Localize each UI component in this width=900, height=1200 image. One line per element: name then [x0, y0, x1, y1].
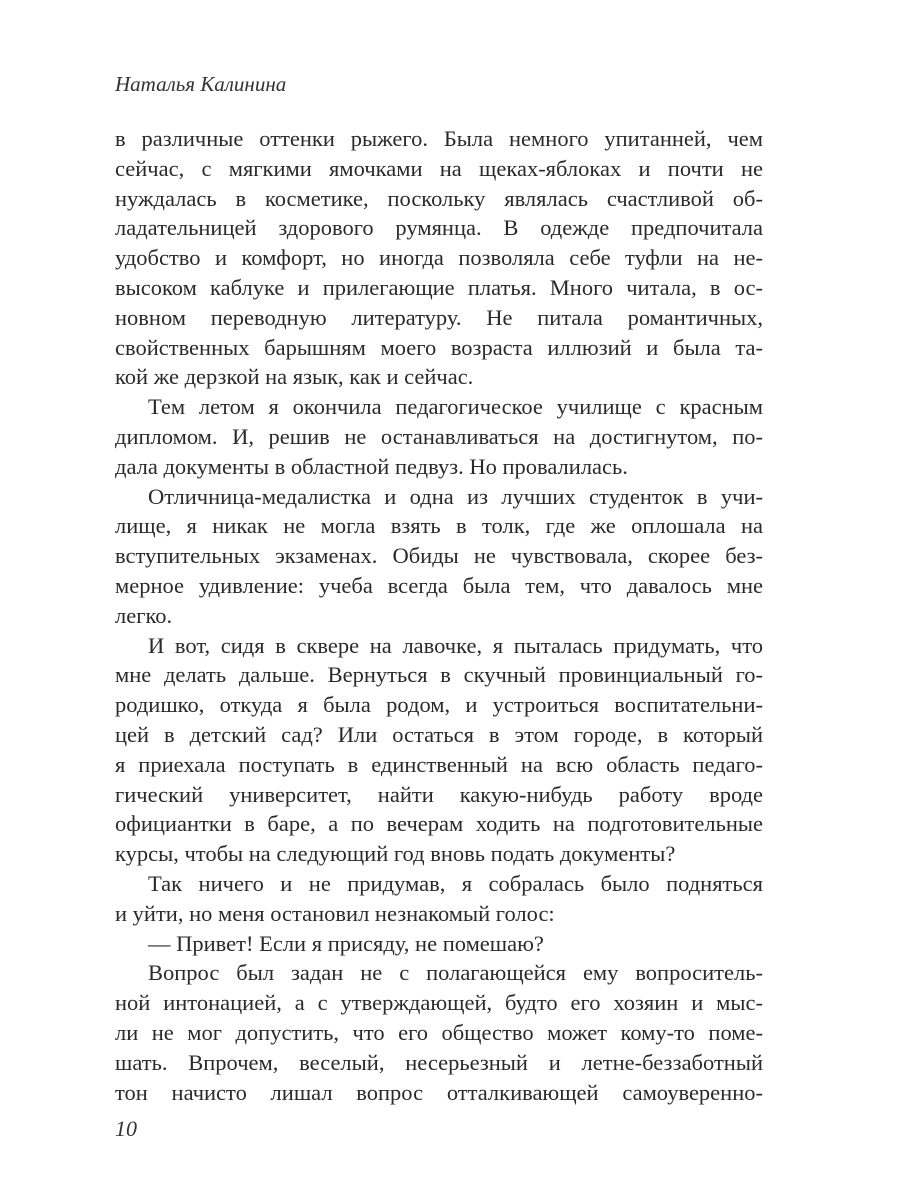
- text-line: тон начисто лишал вопрос отталкивающей самоуверенно-: [115, 1079, 763, 1105]
- text-line: в различные оттенки рыжего. Была немного упитанней, чем: [115, 126, 763, 151]
- text-line: мерное удивление: учеба всегда была тем, что давалось мне: [115, 572, 763, 598]
- text-line: удобство и комфорт, но иногда позволяла себе туфли на не-: [115, 245, 763, 271]
- text-line: И вот, сидя в сквере на лавочке, я пыталась придумать, что: [148, 632, 763, 658]
- text-line: цей в детский сад? Или остаться в этом городе, в который: [115, 721, 763, 747]
- text-line: Тем летом я окончила педагогическое училище с красным: [148, 394, 763, 420]
- text-line: родишко, откуда я была родом, и устроиться воспитательни-: [115, 692, 763, 718]
- text-line: я приехала поступать в единственный на всю область педаго-: [115, 751, 763, 777]
- running-header-author: Наталья Калинина: [115, 72, 287, 96]
- text-line: дипломом. И, решив не останавливаться на достигнутом, по-: [115, 423, 763, 449]
- text-line: курсы, чтобы на следующий год вновь подать документы?: [115, 841, 676, 867]
- text-line: гический университет, найти какую-нибудь работу вроде: [115, 781, 763, 807]
- text-line: — Привет! Если я присяду, не помешаю?: [148, 930, 544, 956]
- text-line: Отличница-медалистка и одна из лучших студенток в учи-: [148, 483, 763, 509]
- text-line: ладательницей здорового румянца. В одежде предпочитала: [115, 215, 763, 241]
- text-line: лище, я никак не могла взять в толк, где же оплошала на: [115, 513, 763, 539]
- text-line: шать. Впрочем, веселый, несерьезный и летне-беззаботный: [115, 1049, 763, 1075]
- body-text: [115, 124, 763, 1107]
- text-line: Вопрос был задан не с полагающейся ему вопроситель-: [148, 960, 763, 986]
- text-line: нуждалась в косметике, поскольку являлась счастливой об-: [115, 185, 763, 211]
- text-line: кой же дерзкой на язык, как и сейчас.: [115, 364, 474, 390]
- text-line: мне делать дальше. Вернуться в скучный провинциальный го-: [115, 662, 763, 688]
- text-line: официантки в баре, а по вечерам ходить на подготовительные: [115, 811, 763, 837]
- text-line: высоком каблуке и прилегающие платья. Много читала, в ос-: [115, 274, 763, 300]
- page-number: 10: [115, 1116, 137, 1141]
- text-line: новном переводную литературу. Не питала романтичных,: [115, 304, 763, 330]
- text-line: ли не мог допустить, что его общество может кому-то поме-: [115, 1019, 763, 1045]
- text-line: и уйти, но меня остановил незнакомый голос:: [115, 900, 555, 926]
- text-line: ной интонацией, а с утверждающей, будто его хозяин и мыс-: [115, 990, 763, 1016]
- text-line: свойственных барышням моего возраста иллюзий и была та-: [115, 334, 763, 360]
- text-line: дала документы в областной педвуз. Но провалилась.: [115, 453, 628, 479]
- text-line: Так ничего и не придумав, я собралась было подняться: [148, 870, 763, 896]
- text-line: легко.: [115, 602, 173, 628]
- text-line: вступительных экзаменах. Обиды не чувствовала, скорее без-: [115, 543, 763, 569]
- text-line: сейчас, с мягкими ямочками на щеках-яблоках и почти не: [115, 155, 763, 181]
